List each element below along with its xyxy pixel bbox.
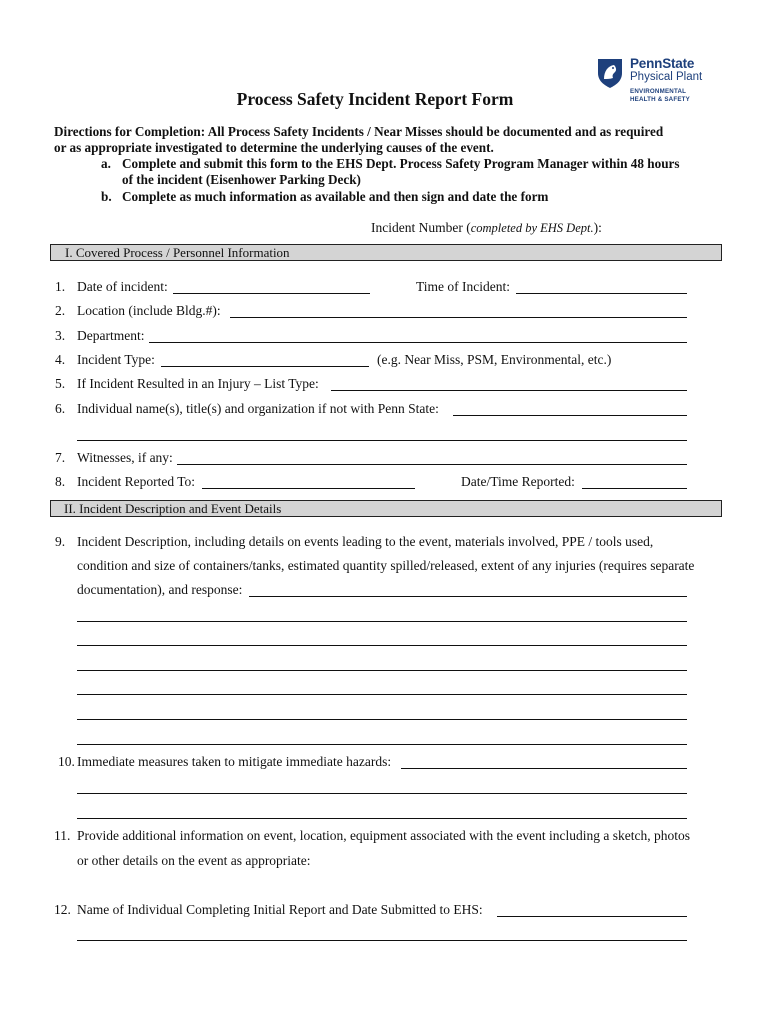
time-of-incident-label: Time of Incident:: [416, 279, 510, 294]
form-title: Process Safety Incident Report Form: [236, 89, 514, 109]
mitigation-measures-field[interactable]: [401, 768, 687, 769]
field-4-number: 4.: [55, 352, 66, 367]
question-9-number: 9.: [55, 534, 66, 549]
directions-line-1: Directions for Completion: All Process Safety Incidents / Near Misses should be documented and as required: [54, 124, 664, 139]
question-10-number: 10.: [58, 754, 75, 769]
date-of-incident-field[interactable]: [173, 293, 370, 294]
logo-subtitle: Physical Plant: [630, 71, 703, 83]
direction-item-b-line-1: Complete as much information as available and then sign and date the form: [122, 189, 549, 204]
date-time-reported-label: Date/Time Reported:: [461, 474, 575, 489]
field-1-number: 1.: [55, 279, 66, 294]
department-label: Department:: [77, 328, 145, 343]
report-completer-field[interactable]: [497, 916, 687, 917]
field-6-number: 6.: [55, 401, 66, 416]
nittany-lion-shield-icon: [596, 57, 624, 89]
additional-info-label-line-2: or other details on the event as appropriate:: [77, 853, 311, 868]
time-of-incident-field[interactable]: [516, 293, 687, 294]
location-field[interactable]: [230, 317, 687, 318]
incident-number-label: Incident Number (completed by EHS Dept.):: [371, 220, 602, 235]
incident-number-note: completed by EHS Dept.: [470, 221, 594, 235]
logo-line-2: HEALTH & SAFETY: [630, 96, 690, 103]
reported-to-field[interactable]: [202, 488, 415, 489]
witnesses-label: Witnesses, if any:: [77, 450, 173, 465]
direction-item-a-letter: a.: [101, 156, 111, 171]
incident-type-hint: (e.g. Near Miss, PSM, Environmental, etc.): [377, 352, 612, 367]
field-8-number: 8.: [55, 474, 66, 489]
incident-description-label-line-2: condition and size of containers/tanks, estimated quantity spilled/released, extent of any injuries (requires separate: [77, 558, 695, 573]
question-12-number: 12.: [54, 902, 71, 917]
direction-item-a-line-1: Complete and submit this form to the EHS Dept. Process Safety Program Manager within 48 hours: [122, 156, 680, 171]
question-11-number: 11.: [54, 828, 71, 843]
direction-item-a-line-2: of the incident (Eisenhower Parking Deck): [122, 172, 361, 187]
individual-names-label: Individual name(s), title(s) and organization if not with Penn State:: [77, 401, 439, 416]
field-2-number: 2.: [55, 303, 66, 318]
field-5-number: 5.: [55, 376, 66, 391]
department-field[interactable]: [149, 342, 687, 343]
date-time-reported-field[interactable]: [582, 488, 687, 489]
section-2-header: II. Incident Description and Event Details: [50, 500, 722, 517]
incident-description-label-line-1: Incident Description, including details on events leading to the event, materials involved, PPE / tools used,: [77, 534, 654, 549]
incident-type-label: Incident Type:: [77, 352, 155, 367]
additional-info-label-line-1: Provide additional information on event, location, equipment associated with the event including a sketch, photos: [77, 828, 690, 843]
incident-description-field[interactable]: [249, 596, 687, 597]
location-label: Location (include Bldg.#):: [77, 303, 221, 318]
incident-description-field-line-6[interactable]: [77, 719, 687, 720]
reported-to-label: Incident Reported To:: [77, 474, 196, 489]
individual-names-field-continued[interactable]: [77, 440, 687, 441]
mitigation-measures-field-line-3[interactable]: [77, 818, 687, 819]
individual-names-field[interactable]: [453, 415, 687, 416]
incident-description-label-line-3: documentation), and response:: [77, 582, 243, 597]
witnesses-field[interactable]: [177, 464, 687, 465]
mitigation-measures-label: Immediate measures taken to mitigate immediate hazards:: [77, 754, 392, 769]
directions-line-2: or as appropriate investigated to determine the underlying causes of the event.: [54, 140, 494, 155]
incident-description-field-line-7[interactable]: [77, 744, 687, 745]
incident-type-field[interactable]: [161, 366, 369, 367]
incident-description-field-line-4[interactable]: [77, 670, 687, 671]
mitigation-measures-field-line-2[interactable]: [77, 793, 687, 794]
direction-item-b-letter: b.: [101, 189, 112, 204]
incident-description-field-line-3[interactable]: [77, 645, 687, 646]
field-7-number: 7.: [55, 450, 66, 465]
report-completer-label: Name of Individual Completing Initial Report and Date Submitted to EHS:: [77, 902, 483, 917]
injury-type-label: If Incident Resulted in an Injury – List Type:: [77, 376, 319, 391]
report-completer-field-line-2[interactable]: [77, 940, 687, 941]
logo-line-1: ENVIRONMENTAL: [630, 88, 687, 95]
incident-description-field-line-2[interactable]: [77, 621, 687, 622]
logo-name: PennState: [630, 56, 695, 71]
section-1-header: I. Covered Process / Personnel Information: [50, 244, 722, 261]
injury-type-field[interactable]: [331, 390, 687, 391]
date-of-incident-label: Date of incident:: [77, 279, 168, 294]
field-3-number: 3.: [55, 328, 66, 343]
incident-description-field-line-5[interactable]: [77, 694, 687, 695]
